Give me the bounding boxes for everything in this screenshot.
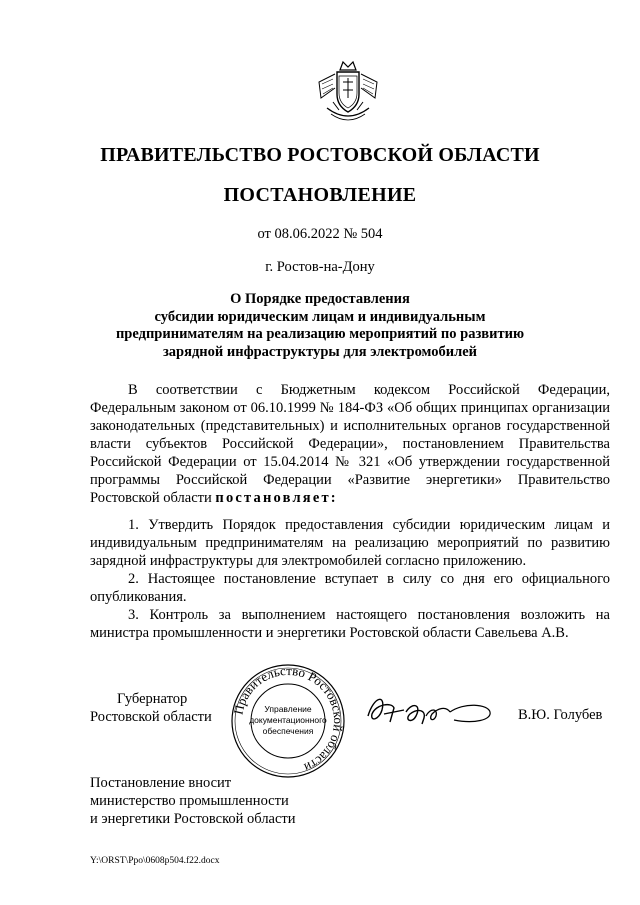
signatory-title-line: Ростовской области <box>90 709 212 725</box>
author-note-line: и энергетики Ростовской области <box>90 811 296 827</box>
signer-name: В.Ю. Голубев <box>518 707 603 723</box>
resolution-items <box>90 516 610 642</box>
stamp-inner-line: обеспечения <box>262 726 314 736</box>
subject-line: предпринимателям на реализацию мероприятий по развитию <box>115 326 525 342</box>
official-stamp <box>229 662 347 780</box>
preamble-text: В соответствии с Бюджетным кодексом Российской Федерации, Федеральным законом от 06.10.1999 № 184-ФЗ «Об общих принципах организации законодательных (представительных) и исполнительных органов государственной власти субъектов Российской Федерации», постановлением Правительства Российской Федерации от 15.04.2014 № 321 «Об утверждении государственной программы Российской Федерации «Развитие энергетики» Правительство Ростовской области <box>90 382 610 506</box>
date-number: от 08.06.2022 № 504 <box>257 226 383 242</box>
preamble-paragraph <box>90 381 610 507</box>
subject-line: зарядной инфраструктуры для электромобилей <box>162 343 478 360</box>
resolution-item: 2. Настоящее постановление вступает в силу со дня его официального опубликования. <box>90 571 610 605</box>
coat-of-arms-icon <box>313 58 383 128</box>
decision-word: постановляет: <box>215 490 338 506</box>
city: г. Ростов-на-Дону <box>265 259 375 275</box>
file-path-footer: Y:\ORST\Ppo\0608p504.f22.docx <box>90 856 220 866</box>
stamp-outer-text: Правительство Ростовской области <box>230 662 347 776</box>
stamp-inner-line: Управление <box>264 704 312 714</box>
resolution-item: 3. Контроль за выполнением настоящего постановления возложить на министра промышленности и энергетики Ростовской области Савельева А.В. <box>90 607 610 641</box>
subject-line: субсидии юридическим лицам и индивидуальным <box>154 308 486 325</box>
signatory-title <box>90 690 212 726</box>
author-note-line: Постановление вносит <box>90 775 232 791</box>
signatory-title-line: Губернатор <box>117 691 188 707</box>
author-note-line: министерство промышленности <box>90 793 289 809</box>
author-note <box>90 774 296 828</box>
document-subject <box>0 291 640 361</box>
document-type: ПОСТАНОВЛЕНИЕ <box>223 184 417 206</box>
resolution-item: 1. Утвердить Порядок предоставления субсидии юридическим лицам и индивидуальным предпринимателям на реализацию мероприятий по развитию зарядной инфраструктуры для электромобилей согласно приложению. <box>90 517 610 569</box>
handwritten-signature <box>364 686 494 736</box>
organization-title: ПРАВИТЕЛЬСТВО РОСТОВСКОЙ ОБЛАСТИ <box>100 144 540 166</box>
stamp-inner-line: документационного <box>249 715 327 725</box>
subject-line: О Порядке предоставления <box>230 291 410 307</box>
